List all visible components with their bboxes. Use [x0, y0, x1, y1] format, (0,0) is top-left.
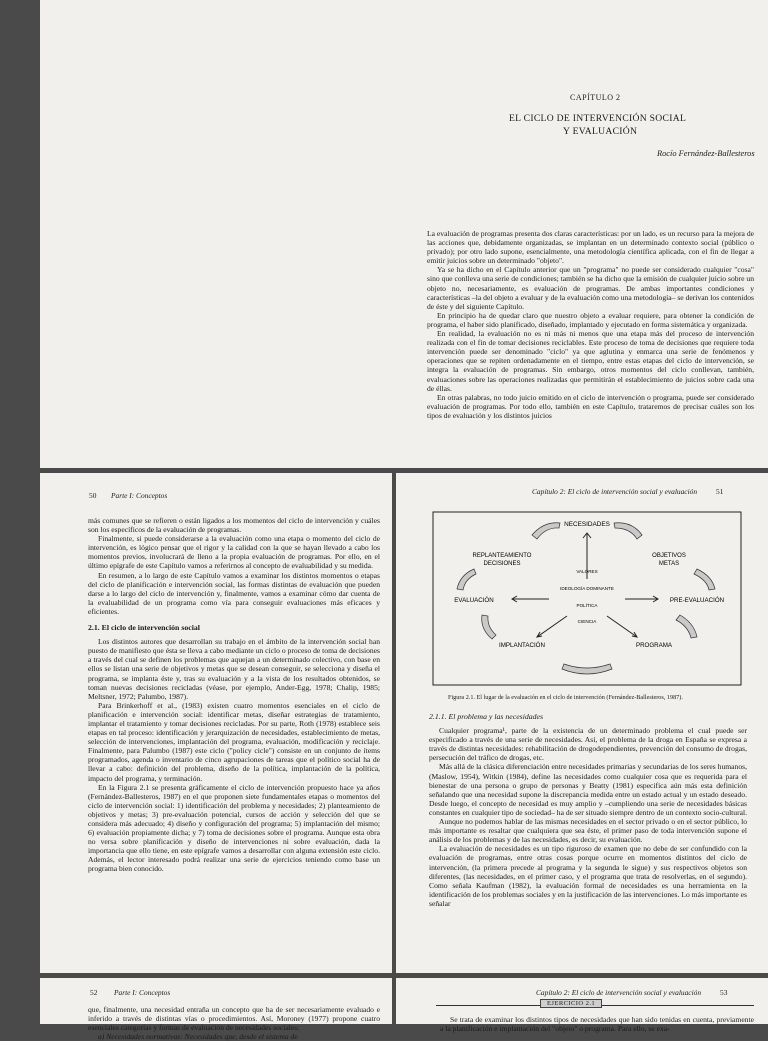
running-head: Parte I: Conceptos — [114, 988, 171, 997]
section-title: 2.1. El ciclo de intervención social — [88, 623, 200, 633]
paragraph: Se trata de examinar los distintos tipos de necesidades que han sido tenidas en cuenta, previamente a la planificación e implantación del "objeto" o programa. Para ello, se exa- — [440, 1015, 754, 1034]
paragraph: Más allá de la clásica diferenciación entre necesidades primarias y secundarias de los seres humanos, (Maslow, 1954), Witkin (1984), define las necesidades como cualquier cosa que es requerida para el bienestar de una persona o grupo de personas y Beatty (1981) especifica aún más esta definición señalando que una necesidad supone la discrepancia medida entre un estado actual y un estado deseado. Desde luego, el concepto de necesidad es muy amplio y –cumpliendo una serie de necesidades básicas constantes en cualquier tipo de sociedad– ha de ser situado siempre dentro de un contexto socio-cultural. — [429, 762, 747, 817]
page-bottom-right — [396, 978, 768, 1034]
figure-caption: Figura 2.1. El lugar de la evaluación en el ciclo de intervención (Fernández-Ballesteros, 1987). — [448, 694, 683, 701]
page-bottom-left — [40, 978, 392, 1041]
running-head: Parte I: Conceptos — [111, 491, 168, 500]
paragraph: En realidad, la evaluación no es ni más ni menos que una etapa más del proceso de intervención realizada con el fin de tomar decisiones reciclables. Este proceso de toma de decisiones que requiere toda intervención puede ser denominado "ciclo" ya que aglutina y enmarca una serie de fenómenos y operaciones que se repiten ordenadamente en el tiempo, entre estas etapas del ciclo de intervención, se integra la evaluación de programas. Sin embargo, otros momentos del ciclo conllevan, también, evaluaciones sobre las operaciones realizadas que permitirán el establecimiento de juicios sobre cada una de éllas. — [427, 329, 754, 393]
node-evaluacion: EVALUACIÓN — [454, 597, 494, 604]
intro-text — [427, 229, 754, 420]
left-column-text — [88, 516, 380, 874]
page-top — [40, 0, 768, 468]
chapter-label: CAPÍTULO 2 — [570, 93, 621, 102]
bottom-left-text — [88, 1005, 380, 1041]
node-objetivos: OBJETIVOS — [652, 553, 686, 559]
chapter-title-line1: EL CICLO DE INTERVENCIÓN SOCIAL — [509, 113, 687, 124]
page-number: 51 — [716, 487, 724, 496]
paragraph: En resumen, a lo largo de este Capítulo vamos a examinar los distintos momentos o etapas del ciclo de planificación e intervención social, las formas distintas de evaluación que pueden darse a lo largo del ciclo de intervención y, finalmente, vamos a examinar cómo dar cuenta de la evaluabilidad de un programa como vía para conseguir evaluaciones más eficaces y eficientes. — [88, 570, 380, 616]
paragraph: Los distintos autores que desarrollan su trabajo en el ámbito de la intervención social han puesto de manifiesto que ésta se lleva a cabo mediante un ciclo o proceso de toma de decisiones a través del cual se definen los problemas que aquejan a un determinado colectivo, con base en ellos se listan una serie de objetivos y metas que se desean conseguir, se selecciona y diseña el programa, se implanta éste y, tras su evaluación y a la vista de los resultados obtenidos, se toman nuevas decisiones recicladas (véase, por ejemplo, Ander-Egg, 1978; Chalip, 1985; Meltsner, 1972; Palumbo, 1987). — [88, 637, 380, 701]
paragraph: En principio ha de quedar claro que nuestro objeto a evaluar requiere, para obtener la condición de programa, el haber sido planificado, diseñado, implantado y ejecutado en forma sistemática y organizada. — [427, 310, 754, 329]
center-ciencia: CIENCIA — [577, 619, 597, 624]
node-programa: PROGRAMA — [635, 642, 673, 649]
intervention-cycle-diagram — [432, 511, 742, 686]
paragraph: En otras palabras, no todo juicio emitido en el ciclo de intervención o programa, puede ser considerado evaluación de programas. Por todo ello, también en este Capítulo, trataremos de precisar cuáles son los tipos de evaluación y los distintos juicios — [427, 392, 754, 420]
subsection-title: 2.1.1. El problema y las necesidades — [429, 712, 544, 721]
paragraph: Para Brinkerhoff et al., (1983) existen cuatro momentos esenciales en el ciclo de planificación e intervención social: identificar metas, diseñar estrategias de tratamiento, implantar el tratamiento y tomar decisiones recicladas. Por su parte, Roth (1978) establece seis etapas en tal proceso: identificación y jerarquización de necesidades, establecimiento de metas, selección de intervenciones, implantación del programa, evaluación, modificación y reciclaje. Finalmente, para Palumbo (1987) este ciclo ("policy cicle") consiste en un conjunto de ítems programados, agenda o inventario de cinco agrupaciones de tareas que el político social ha de llevar a cabo: definición del problema, diseño de la política, implantación de la política, impacto del programa, y terminación. — [88, 700, 380, 783]
paragraph: a) Necesidades normativas: Necesidades que, desde el sistema de — [98, 1032, 298, 1041]
page-middle-left — [40, 473, 392, 973]
right-column-text — [429, 705, 747, 908]
node-metas: METAS — [658, 561, 680, 567]
running-head: Capítulo 2: El ciclo de intervención social y evaluación — [536, 988, 702, 997]
node-necesidades: NECESIDADES — [564, 521, 610, 528]
page-number: 53 — [720, 988, 728, 997]
page-number: 52 — [90, 988, 98, 997]
node-decisiones: DECISIONES — [483, 561, 521, 567]
page-number: 50 — [89, 491, 97, 500]
paragraph: En la Figura 2.1 se presenta gráficamente el ciclo de intervención propuesto hace ya años (Fernández-Ballesteros, 1987) en el que proponen siete fundamentales etapas o momentos del ciclo de intervención social: 1) identificación del problema y necesidades; 2) planteamiento de objetivos y metas; 3) pre-evaluación potencial, cursos de acción y selección del que se considera más adecuado; 4) diseño y configuración del programa; 5) implantación del mismo; 6) evaluación propiamente dicha; y 7) toma de decisiones sobre el programa. Aunque esta obra no versa sobre planificación y diseño de intervenciones ni sobre evaluación, dada la importancia que ello tiene, en este epígrafe vamos a desarrollar con alguna extensión este ciclo. Además, el lector interesado podrá realizar una serie de ejercicios teniendo como base un programa bien conocido. — [88, 782, 380, 874]
node-replanteamiento: REPLANTEAMIENTO — [472, 553, 532, 559]
node-pre-evaluacion: PRE-EVALUACIÓN — [669, 597, 725, 604]
paragraph: Cualquier programa¹, parte de la existencia de un determinado problema el cual puede ser especificado a través de una serie de necesidades. Así, el problema de la droga en España se expresa a través de distintas necesidades: rehabilitación de drogodependientes, prevención del consumo de drogas, persecución del tráfico de drogas, etc. — [429, 726, 747, 763]
paragraph: La evaluación de necesidades es un tipo riguroso de examen que no debe de ser confundido con la evaluación de programas, entre otras cosas porque ocurre en momentos distintos del ciclo de intervención, (la primera precede al programa y la segunda le sigue) y sus respectivos objetos son diferentes, (las necesidades, en el primer caso, y el programa que trata de resolverlas, en el segundo). Como señala Kaufman (1982), la evaluación formal de necesidades es una herramienta en la identificación de los problemas sociales y en la justificación de las intervenciones. Lo más importante es señalar — [429, 844, 747, 908]
paragraph: Ya se ha dicho en el Capítulo anterior que un "programa" no puede ser considerado cualquier "cosa" sino que conlleva una serie de condiciones; también se ha dicho que la emisión de cualquier juicio sobre un objeto no, necesariamente, es evaluación de programas. De ambas importantes condiciones y características –la del objeto a evaluar y de la evaluación como una metodología– se derivan los contenidos de éste y del siguiente Capítulo. — [427, 265, 754, 311]
node-implantacion: IMPLANTACIÓN — [499, 642, 545, 649]
chapter-title-line2: Y EVALUACIÓN — [563, 126, 638, 137]
center-valores: VALORES — [576, 569, 598, 574]
paragraph: más comunes que se refieren o están ligados a los momentos del ciclo de intervención y cuáles son los específicos de la evaluación de programas. — [88, 516, 380, 535]
center-politica: POLÍTICA — [576, 603, 598, 608]
page-middle-right — [396, 473, 768, 973]
chapter-author: Rocío Fernández-Ballesteros — [657, 149, 755, 158]
bottom-right-text — [440, 1015, 754, 1033]
paragraph: Finalmente, si puede considerarse a la evaluación como una etapa o momento del ciclo de intervención, es lógico pensar que el rigor y la calidad con la que se hayan llevado a cabo los momentos previos, involucrará de lleno a la propia evaluación de programas. Por ello, en el último epígrafe de este Capítulo vamos a referirnos al concepto de evaluabilidad y su medida. — [88, 534, 380, 571]
paragraph: La evaluación de programas presenta dos claras características: por un lado, es un recurso para la mejora de las acciones que, debidamente organizadas, se implantan en un determinado contexto social (público o privado); por otro lado supone, esencialmente, una metodología científica aplicada, con el fin de llegar a emitir juicios sobre un determinado "objeto". — [427, 229, 754, 266]
paragraph: que, finalmente, una necesidad entraña un concepto que ha de ser necesariamente evaluado e inferido a través de distintas vías o procedimientos. Así, Moroney (1977) propone cuatro esenciales categorías y formas de evaluación de necesidades sociales: — [88, 1005, 380, 1033]
running-head: Capítulo 2: El ciclo de intervención social y evaluación — [532, 487, 698, 496]
center-ideologia: IDEOLOGÍA DOMINANTE — [560, 586, 614, 591]
paragraph: Aunque no podemos hablar de las mismas necesidades en el sector privado o en el sector público, lo más importante es resaltar que cualquiera que sea éste, el primer paso de toda intervención supone el análisis de los problemas y de las necesidades, es decir, su evaluación. — [429, 817, 747, 845]
exercise-label: EJERCICIO 2.1 — [540, 999, 602, 1008]
